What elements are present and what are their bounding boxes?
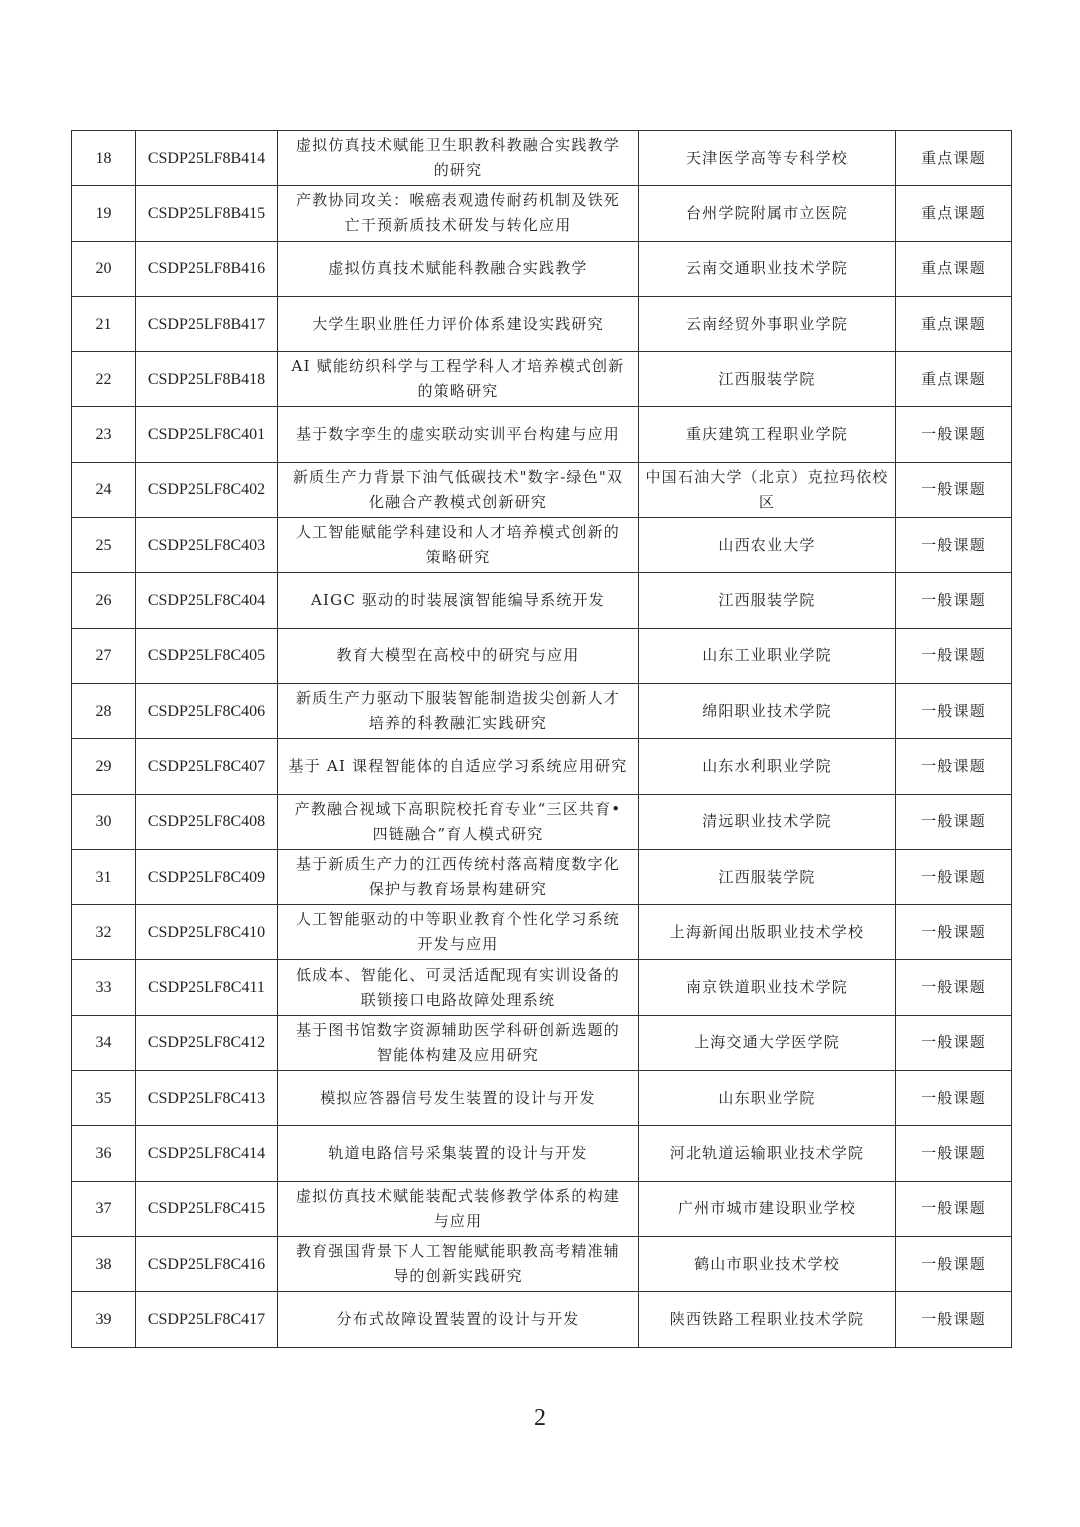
- table-row: [72, 407, 1012, 462]
- page-number: 2: [534, 1405, 546, 1431]
- project-category: 一般课题: [896, 849, 1012, 904]
- project-category: 一般课题: [896, 960, 1012, 1015]
- project-title: 人工智能赋能学科建设和人才培养模式创新的策略研究: [278, 518, 639, 573]
- table-row: [72, 518, 1012, 573]
- project-code: CSDP25LF8C410: [136, 905, 278, 960]
- project-title: 模拟应答器信号发生装置的设计与开发: [278, 1071, 639, 1126]
- table-row: [72, 1236, 1012, 1291]
- table-row: [72, 352, 1012, 407]
- institution-name: 绵阳职业技术学院: [639, 683, 896, 738]
- row-number: 26: [72, 573, 136, 628]
- project-category: 重点课题: [896, 131, 1012, 186]
- project-title: 基于新质生产力的江西传统村落高精度数字化保护与教育场景构建研究: [278, 849, 639, 904]
- project-category: 重点课题: [896, 241, 1012, 296]
- row-number: 21: [72, 296, 136, 351]
- table-row: [72, 1015, 1012, 1070]
- project-category: 一般课题: [896, 407, 1012, 462]
- table-row: [72, 794, 1012, 849]
- project-category: 一般课题: [896, 1015, 1012, 1070]
- table-row: [72, 573, 1012, 628]
- table-row: [72, 905, 1012, 960]
- project-category: 一般课题: [896, 683, 1012, 738]
- project-code: CSDP25LF8B418: [136, 352, 278, 407]
- project-code: CSDP25LF8C414: [136, 1126, 278, 1181]
- project-code: CSDP25LF8C406: [136, 683, 278, 738]
- row-number: 35: [72, 1071, 136, 1126]
- project-code: CSDP25LF8C404: [136, 573, 278, 628]
- institution-name: 上海新闻出版职业技术学校: [639, 905, 896, 960]
- project-code: CSDP25LF8C417: [136, 1292, 278, 1347]
- row-number: 39: [72, 1292, 136, 1347]
- institution-name: 清远职业技术学院: [639, 794, 896, 849]
- project-title: AI 赋能纺织科学与工程学科人才培养模式创新的策略研究: [278, 352, 639, 407]
- project-code: CSDP25LF8C401: [136, 407, 278, 462]
- row-number: 22: [72, 352, 136, 407]
- institution-name: 河北轨道运输职业技术学院: [639, 1126, 896, 1181]
- row-number: 32: [72, 905, 136, 960]
- institution-name: 台州学院附属市立医院: [639, 186, 896, 241]
- project-title: 基于数字孪生的虚实联动实训平台构建与应用: [278, 407, 639, 462]
- table-row: [72, 739, 1012, 794]
- project-title: 虚拟仿真技术赋能科教融合实践教学: [278, 241, 639, 296]
- table-body: [72, 131, 1012, 1348]
- project-category: 一般课题: [896, 573, 1012, 628]
- institution-name: 陕西铁路工程职业技术学院: [639, 1292, 896, 1347]
- project-code: CSDP25LF8B416: [136, 241, 278, 296]
- project-title: 虚拟仿真技术赋能卫生职教科教融合实践教学的研究: [278, 131, 639, 186]
- project-code: CSDP25LF8C411: [136, 960, 278, 1015]
- project-code: CSDP25LF8C416: [136, 1236, 278, 1291]
- table-row: [72, 960, 1012, 1015]
- row-number: 31: [72, 849, 136, 904]
- row-number: 28: [72, 683, 136, 738]
- project-code: CSDP25LF8C405: [136, 628, 278, 683]
- institution-name: 江西服装学院: [639, 573, 896, 628]
- row-number: 38: [72, 1236, 136, 1291]
- institution-name: 重庆建筑工程职业学院: [639, 407, 896, 462]
- project-title: 低成本、智能化、可灵活适配现有实训设备的联锁接口电路故障处理系统: [278, 960, 639, 1015]
- row-number: 23: [72, 407, 136, 462]
- institution-name: 江西服装学院: [639, 352, 896, 407]
- table-row: [72, 1181, 1012, 1236]
- project-title: 虚拟仿真技术赋能装配式装修教学体系的构建与应用: [278, 1181, 639, 1236]
- project-category: 一般课题: [896, 1071, 1012, 1126]
- institution-name: 江西服装学院: [639, 849, 896, 904]
- project-category: 一般课题: [896, 628, 1012, 683]
- project-code: CSDP25LF8B417: [136, 296, 278, 351]
- institution-name: 上海交通大学医学院: [639, 1015, 896, 1070]
- table-row: [72, 296, 1012, 351]
- project-title: 轨道电路信号采集装置的设计与开发: [278, 1126, 639, 1181]
- table-row: [72, 1126, 1012, 1181]
- project-table: [71, 130, 1012, 1348]
- project-category: 一般课题: [896, 1181, 1012, 1236]
- project-code: CSDP25LF8C409: [136, 849, 278, 904]
- project-title: 教育大模型在高校中的研究与应用: [278, 628, 639, 683]
- project-category: 一般课题: [896, 1292, 1012, 1347]
- project-code: CSDP25LF8C415: [136, 1181, 278, 1236]
- institution-name: 南京铁道职业技术学院: [639, 960, 896, 1015]
- institution-name: 山东工业职业学院: [639, 628, 896, 683]
- project-code: CSDP25LF8C413: [136, 1071, 278, 1126]
- institution-name: 云南经贸外事职业学院: [639, 296, 896, 351]
- project-code: CSDP25LF8B415: [136, 186, 278, 241]
- project-category: 一般课题: [896, 905, 1012, 960]
- table-row: [72, 683, 1012, 738]
- table-row: [72, 1292, 1012, 1347]
- project-title: 人工智能驱动的中等职业教育个性化学习系统开发与应用: [278, 905, 639, 960]
- project-title: 新质生产力背景下油气低碳技术"数字-绿色"双化融合产教模式创新研究: [278, 462, 639, 517]
- project-title: 新质生产力驱动下服装智能制造拔尖创新人才培养的科教融汇实践研究: [278, 683, 639, 738]
- table-row: [72, 186, 1012, 241]
- project-title: 教育强国背景下人工智能赋能职教高考精准辅导的创新实践研究: [278, 1236, 639, 1291]
- project-code: CSDP25LF8C408: [136, 794, 278, 849]
- row-number: 34: [72, 1015, 136, 1070]
- project-category: 一般课题: [896, 794, 1012, 849]
- row-number: 30: [72, 794, 136, 849]
- row-number: 20: [72, 241, 136, 296]
- project-category: 重点课题: [896, 352, 1012, 407]
- project-code: CSDP25LF8C402: [136, 462, 278, 517]
- project-category: 一般课题: [896, 518, 1012, 573]
- project-code: CSDP25LF8C407: [136, 739, 278, 794]
- project-title: 分布式故障设置装置的设计与开发: [278, 1292, 639, 1347]
- project-category: 一般课题: [896, 1236, 1012, 1291]
- row-number: 24: [72, 462, 136, 517]
- row-number: 36: [72, 1126, 136, 1181]
- project-category: 一般课题: [896, 739, 1012, 794]
- institution-name: 山西农业大学: [639, 518, 896, 573]
- project-category: 重点课题: [896, 296, 1012, 351]
- row-number: 18: [72, 131, 136, 186]
- table-row: [72, 131, 1012, 186]
- project-category: 一般课题: [896, 462, 1012, 517]
- row-number: 27: [72, 628, 136, 683]
- row-number: 37: [72, 1181, 136, 1236]
- institution-name: 天津医学高等专科学校: [639, 131, 896, 186]
- institution-name: 山东水利职业学院: [639, 739, 896, 794]
- project-title: 产教融合视域下高职院校托育专业“三区共育•四链融合”育人模式研究: [278, 794, 639, 849]
- institution-name: 云南交通职业技术学院: [639, 241, 896, 296]
- institution-name: 广州市城市建设职业学校: [639, 1181, 896, 1236]
- project-title: 大学生职业胜任力评价体系建设实践研究: [278, 296, 639, 351]
- row-number: 25: [72, 518, 136, 573]
- table-row: [72, 628, 1012, 683]
- institution-name: 鹤山市职业技术学校: [639, 1236, 896, 1291]
- project-code: CSDP25LF8B414: [136, 131, 278, 186]
- project-code: CSDP25LF8C403: [136, 518, 278, 573]
- table-row: [72, 849, 1012, 904]
- project-title: 基于 AI 课程智能体的自适应学习系统应用研究: [278, 739, 639, 794]
- project-title: 产教协同攻关：喉癌表观遗传耐药机制及铁死亡干预新质技术研发与转化应用: [278, 186, 639, 241]
- project-title: AIGC 驱动的时装展演智能编导系统开发: [278, 573, 639, 628]
- table-row: [72, 462, 1012, 517]
- table-row: [72, 1071, 1012, 1126]
- row-number: 29: [72, 739, 136, 794]
- institution-name: 中国石油大学（北京）克拉玛依校区: [639, 462, 896, 517]
- project-code: CSDP25LF8C412: [136, 1015, 278, 1070]
- project-category: 一般课题: [896, 1126, 1012, 1181]
- row-number: 33: [72, 960, 136, 1015]
- row-number: 19: [72, 186, 136, 241]
- institution-name: 山东职业学院: [639, 1071, 896, 1126]
- project-category: 重点课题: [896, 186, 1012, 241]
- project-title: 基于图书馆数字资源辅助医学科研创新选题的智能体构建及应用研究: [278, 1015, 639, 1070]
- table-row: [72, 241, 1012, 296]
